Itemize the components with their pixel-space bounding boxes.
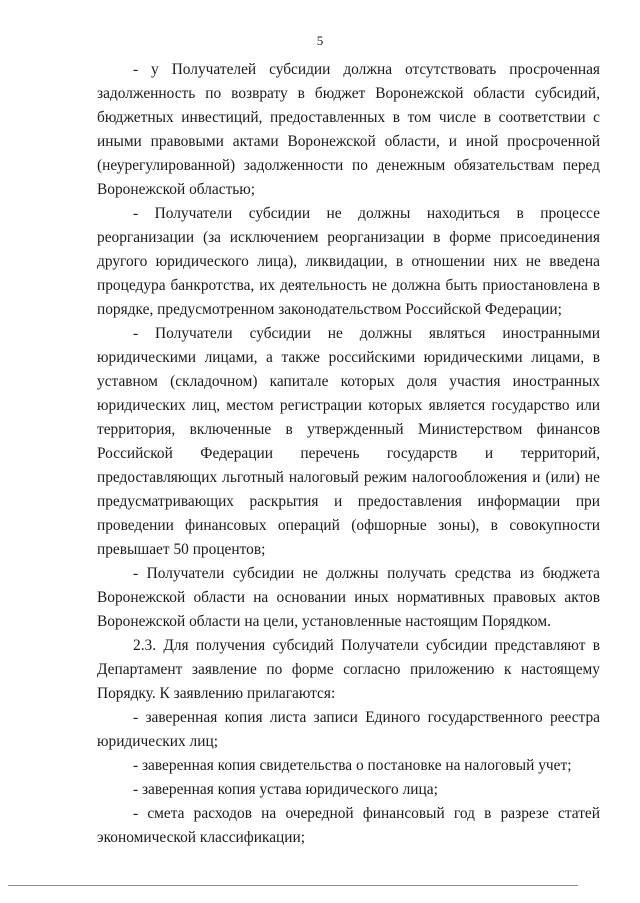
paragraph-no-reorganization: - Получатели субсидии не должны находиться в процессе реорганизации (за исключением реорганизации в форме присоединения другого юридического лица), ликвидации, в отношении них не введена процедура банкротства, их деятельность не должна быть приостановлена в порядке, предусмотренном законодательством Российской Федерации;	[97, 205, 600, 318]
list-item-tax-certificate-copy: - заверенная копия свидетельства о постановке на налоговый учет;	[133, 757, 572, 774]
paragraph-no-overdue-debt: - у Получателей субсидии должна отсутствовать просроченная задолженность по возврату в бюджет Воронежской области субсидий, бюджетных инвестиций, предоставленных в том числе в соответствии с иными правовыми актами Воронежской области, и иной просроченной (неурегулированной) задолженности по денежным обязательствам перед Воронежской областью;	[97, 61, 600, 198]
paragraph-no-foreign-entities: - Получатели субсидии не должны являться иностранными юридическими лицами, а также российскими юридическими лицами, в уставном (складочном) капитале которых доля участия иностранных юридических лиц, местом регистрации которых является государство или территория, включенные в утвержденный Министерством финансов Российской Федерации перечень государств и территорий, предоставляющих льготный налоговый режим налогообложения и (или) не предусматривающих раскрытия и предоставления информации при проведении финансовых операций (офшорные зоны), в совокупности превышает 50 процентов;	[97, 325, 600, 558]
document-body	[97, 58, 600, 850]
list-item-registry-copy: - заверенная копия листа записи Единого государственного реестра юридических лиц;	[97, 709, 600, 750]
paragraph-no-other-budget-funds: - Получатели субсидии не должны получать средства из бюджета Воронежской области на основании иных нормативных правовых актов Воронежской области на цели, установленные настоящим Порядком.	[97, 565, 600, 630]
page-number: 5	[316, 33, 324, 48]
list-item-expense-estimate: - смета расходов на очередной финансовый год в разрезе статей экономической классификации;	[97, 805, 600, 846]
footer-rule	[8, 885, 578, 886]
paragraph-section-2-3: 2.3. Для получения субсидий Получатели субсидии представляют в Департамент заявление по форме согласно приложению к настоящему Порядку. К заявлению прилагаются:	[97, 637, 600, 702]
list-item-charter-copy: - заверенная копия устава юридического лица;	[133, 781, 438, 798]
